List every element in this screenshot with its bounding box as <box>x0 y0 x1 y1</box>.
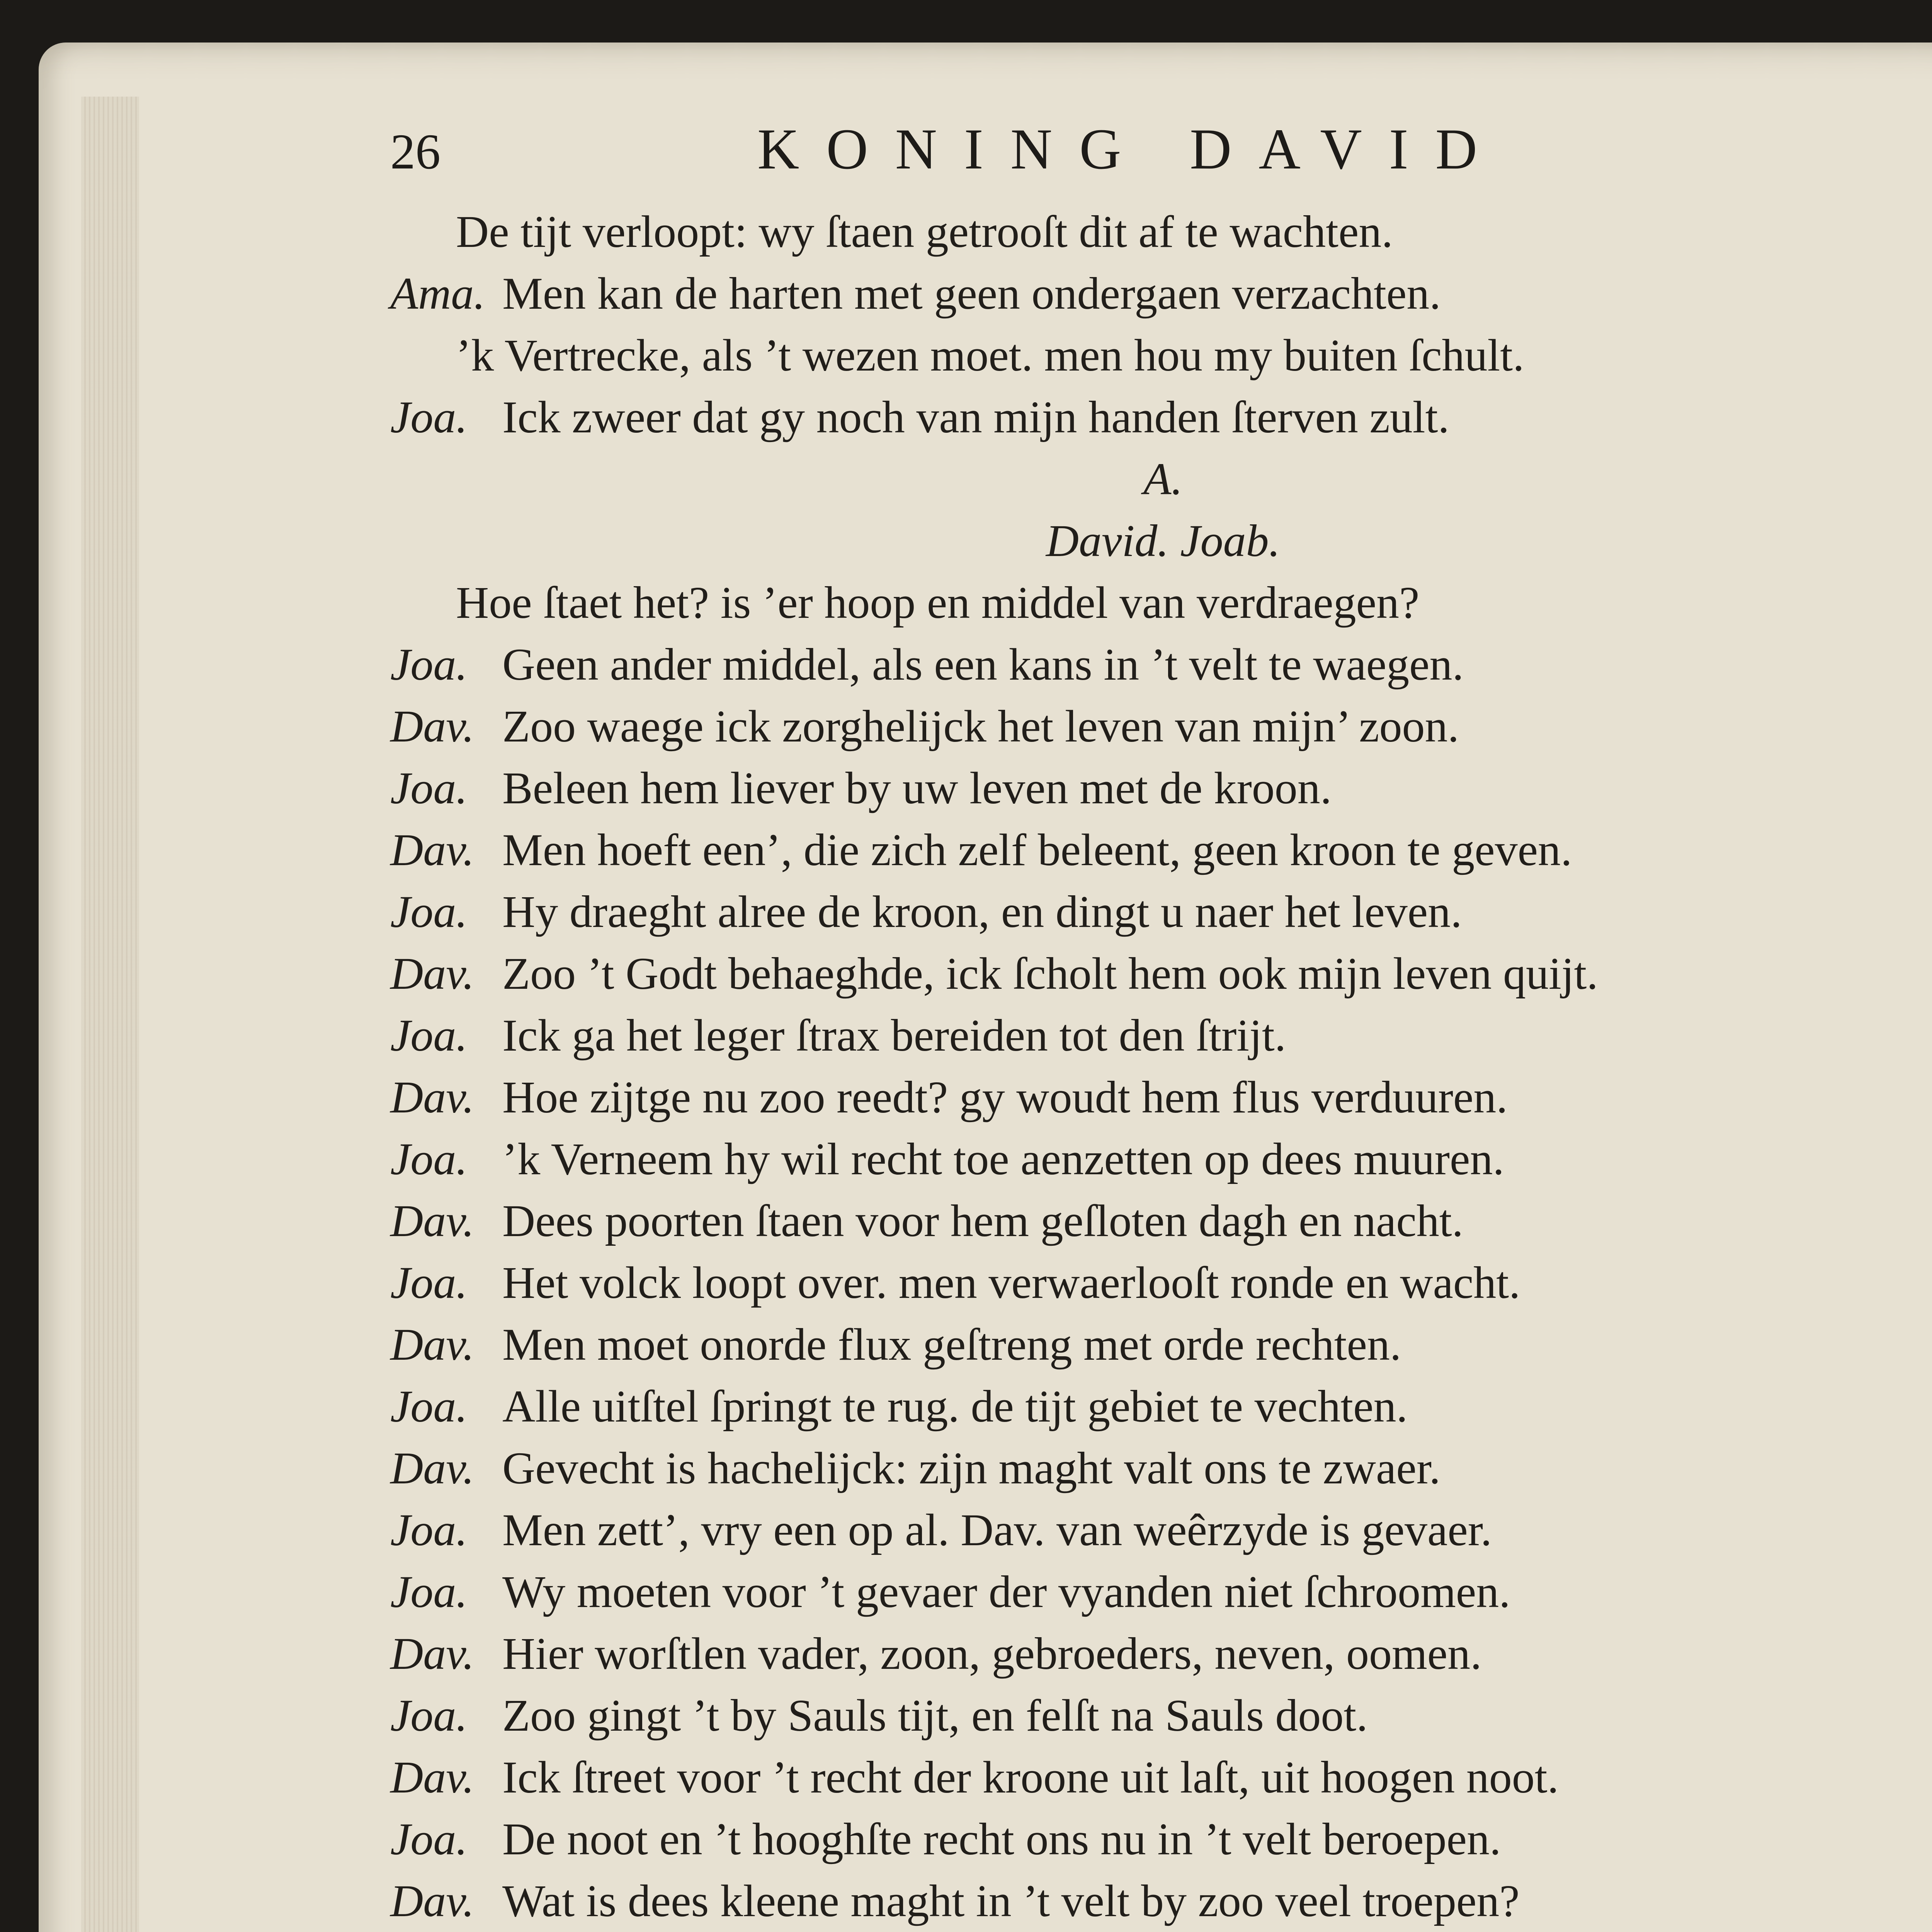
speaker-label: Joa. <box>390 1381 468 1432</box>
text-line <box>390 1499 1932 1561</box>
text-line <box>390 1066 1932 1128</box>
line-text: Wat is dees kleene maght in ’t velt by zoo veel troepen? <box>502 1876 1520 1926</box>
speaker-label: Joa. <box>390 1690 468 1741</box>
text-line <box>390 881 1932 943</box>
speaker-label: Dav. <box>390 1752 474 1803</box>
line-text: Ick ſtreet voor ’t recht der kroone uit laſt, uit hoogen noot. <box>502 1752 1559 1803</box>
line-text: Ick zweer dat gy noch van mijn handen ſterven zult. <box>502 392 1449 442</box>
page-number: 26 <box>390 124 440 180</box>
text-line <box>390 448 1932 510</box>
page-title: KONING DAVID <box>757 117 1504 181</box>
speaker-label: Dav. <box>390 1196 474 1246</box>
text-line <box>390 263 1932 325</box>
line-text: De noot en ’t hooghſte recht ons nu in ’t velt beroepen. <box>502 1814 1501 1864</box>
text-line <box>390 1437 1932 1499</box>
text-line <box>390 386 1932 448</box>
speaker-label: Dav. <box>390 701 474 752</box>
line-text: A. <box>1143 454 1183 504</box>
speaker-label: Joa. <box>390 1257 468 1308</box>
text-line <box>390 819 1932 881</box>
line-text: Men kan de harten met geen ondergaen verzachten. <box>502 268 1441 319</box>
text-line <box>390 1870 1932 1932</box>
speaker-label: Joa. <box>390 639 468 690</box>
text-line <box>390 510 1932 572</box>
speaker-label: Joa. <box>390 763 468 813</box>
speaker-label: Ama. <box>390 268 485 319</box>
text-line <box>390 1561 1932 1623</box>
text-line <box>390 201 1932 263</box>
line-text: Wy moeten voor ’t gevaer der vyanden niet ſchroomen. <box>502 1566 1510 1617</box>
speaker-label: Dav. <box>390 948 474 999</box>
line-text: Zoo waege ick zorghelijck het leven van mijn’ zoon. <box>502 701 1459 752</box>
speaker-label: Joa. <box>390 392 468 442</box>
text-line <box>390 1190 1932 1252</box>
line-text: Hier worſtlen vader, zoon, gebroeders, neven, oomen. <box>502 1628 1482 1679</box>
speaker-label: Dav. <box>390 1319 474 1370</box>
line-text: Gevecht is hachelijck: zijn maght valt ons te zwaer. <box>502 1443 1440 1493</box>
line-text: Geen ander middel, als een kans in ’t velt te waegen. <box>502 639 1464 690</box>
line-text: Zoo gingt ’t by Sauls tijt, en felſt na Sauls doot. <box>502 1690 1368 1741</box>
text-line <box>390 1005 1932 1066</box>
line-text: Het volck loopt over. men verwaerlooſt ronde en wacht. <box>502 1257 1520 1308</box>
speaker-label: Dav. <box>390 825 474 875</box>
text-line <box>390 1252 1932 1314</box>
line-text: Men moet onorde flux geſtreng met orde rechten. <box>502 1319 1401 1370</box>
text-line <box>390 1747 1932 1808</box>
line-text: David. Joab. <box>1046 515 1281 566</box>
line-text: De tijt verloopt: wy ſtaen getrooſt dit af te wachten. <box>456 206 1393 257</box>
line-text: Beleen hem liever by uw leven met de kroon. <box>502 763 1332 813</box>
text-line <box>390 634 1932 696</box>
dialogue-text <box>390 201 1932 1932</box>
running-header <box>390 116 1504 182</box>
line-text: ’k Verneem hy wil recht toe aenzetten op dees muuren. <box>502 1134 1504 1184</box>
line-text: Zoo ’t Godt behaeghde, ick ſcholt hem ook mijn leven quijt. <box>502 948 1598 999</box>
text-line <box>390 1128 1932 1190</box>
line-text: Alle uitſtel ſpringt te rug. de tijt gebiet te vechten. <box>502 1381 1408 1432</box>
line-text: ’k Vertrecke, als ’t wezen moet. men hou my buiten ſchult. <box>456 330 1524 381</box>
text-line <box>390 1314 1932 1376</box>
speaker-label: Dav. <box>390 1443 474 1493</box>
text-line <box>390 1623 1932 1685</box>
text-line <box>390 325 1932 386</box>
line-text: Men hoeft een’, die zich zelf beleent, geen kroon te geven. <box>502 825 1572 875</box>
speaker-label: Joa. <box>390 1566 468 1617</box>
speaker-label: Joa. <box>390 886 468 937</box>
text-line <box>390 1685 1932 1747</box>
line-text: Hoe ſtaet het? is ’er hoop en middel van verdraegen? <box>456 577 1420 628</box>
speaker-label: Joa. <box>390 1010 468 1061</box>
text-line <box>390 1808 1932 1870</box>
speaker-label: Joa. <box>390 1134 468 1184</box>
line-text: Hy draeght alree de kroon, en dingt u naer het leven. <box>502 886 1462 937</box>
line-text: Dees poorten ſtaen voor hem geſloten dagh en nacht. <box>502 1196 1463 1246</box>
page-edges <box>81 97 139 1932</box>
speaker-label: Dav. <box>390 1628 474 1679</box>
speaker-label: Joa. <box>390 1814 468 1864</box>
text-line <box>390 1376 1932 1437</box>
text-line <box>390 572 1932 634</box>
text-line <box>390 943 1932 1005</box>
speaker-label: Dav. <box>390 1072 474 1122</box>
text-line <box>390 757 1932 819</box>
line-text: Men zett’, vry een op al. Dav. van weêrzyde is gevaer. <box>502 1505 1492 1555</box>
line-text: Ick ga het leger ſtrax bereiden tot den ſtrijt. <box>502 1010 1286 1061</box>
line-text: Hoe zijtge nu zoo reedt? gy woudt hem flus verduuren. <box>502 1072 1508 1122</box>
speaker-label: Joa. <box>390 1505 468 1555</box>
text-line <box>390 696 1932 757</box>
speaker-label: Dav. <box>390 1876 474 1926</box>
